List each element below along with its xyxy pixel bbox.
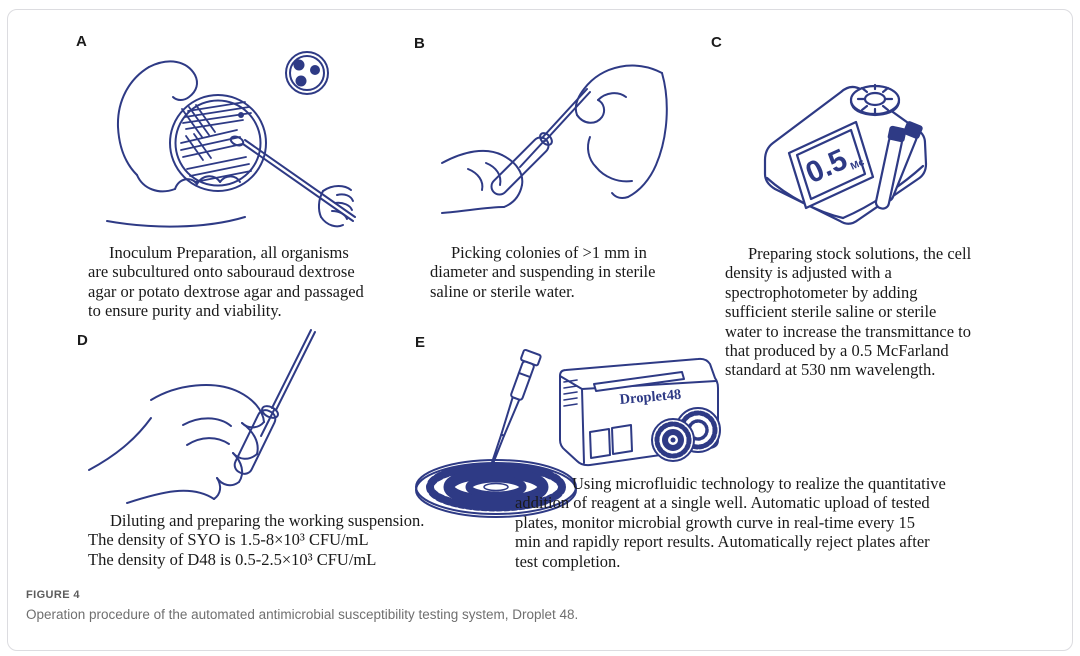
densitometer-illustration (725, 50, 1015, 235)
hand-icon (89, 385, 264, 503)
petri-dish-icon (170, 95, 266, 191)
text-line: sufficient sterile saline or sterile (725, 302, 937, 322)
text-line: spectrophotometer by adding (725, 282, 918, 302)
panel-label-a: A (76, 33, 88, 50)
panel-text-c (725, 244, 971, 380)
text-line: Using microfluidic technology to realize the quantitative (572, 474, 946, 493)
colony-plate-icon (286, 52, 328, 94)
text-line: saline or sterile water. (430, 281, 575, 301)
text-line: The density of D48 is 0.5-2.5×10³ CFU/mL (88, 549, 377, 569)
text-line: that produced by a 0.5 McFarland (725, 341, 949, 361)
inoculum-streaking-illustration (85, 45, 395, 245)
panel-label-d: D (77, 332, 89, 349)
dilution-illustration (85, 330, 385, 510)
text-line: agar or potato dextrose agar and passaged (88, 281, 364, 301)
text-line: to ensure purity and viability. (88, 301, 282, 321)
text-line: are subcultured onto sabouraud dextrose (88, 262, 355, 282)
colony-picking-illustration (430, 45, 700, 240)
figure-caption: Operation procedure of the automated antimicrobial susceptibility testing system, Droplet 48. (26, 607, 579, 622)
panel-text-d (88, 511, 424, 569)
panel-text-a (88, 243, 364, 321)
text-line: standard at 530 nm wavelength. (725, 360, 936, 380)
text-line: Preparing stock solutions, the cell (748, 244, 972, 263)
panel-label-b: B (414, 35, 426, 52)
panel-text-b (430, 243, 655, 301)
pipette-icon (261, 330, 315, 436)
picking-needle-icon (520, 89, 590, 167)
text-line: Picking colonies of >1 mm in (451, 243, 647, 262)
text-line: min and rapidly report results. Automatically reject plates after (515, 532, 930, 552)
text-line: density is adjusted with a (725, 263, 892, 283)
pipette-icon (483, 349, 541, 468)
text-line: Diluting and preparing the working suspension. (110, 511, 425, 530)
display-value: 0.5 (800, 142, 853, 191)
panel-label-c: C (711, 34, 723, 51)
hand-icon (576, 66, 667, 198)
text-line: Inoculum Preparation, all organisms (109, 243, 349, 262)
display-unit: Mc (848, 156, 867, 173)
text-line: addition of reagent at a single well. Automatic upload of tested (515, 493, 930, 513)
machine-label: Droplet48 (618, 386, 682, 408)
text-line: The density of SYO is 1.5-8×10³ CFU/mL (88, 530, 369, 550)
text-line: plates, monitor microbial growth curve in real-time every 15 (515, 512, 915, 532)
text-line: test completion. (515, 551, 621, 571)
figure-label: FIGURE 4 (26, 589, 80, 601)
text-line: water to increase the transmittance to (725, 321, 972, 341)
hand-icon (319, 186, 353, 226)
plate-disc-icon (652, 419, 694, 461)
dial-icon (851, 85, 899, 115)
text-line: diameter and suspending in sterile (430, 262, 656, 282)
panel-label-e: E (415, 334, 426, 351)
panel-text-e (515, 474, 946, 571)
